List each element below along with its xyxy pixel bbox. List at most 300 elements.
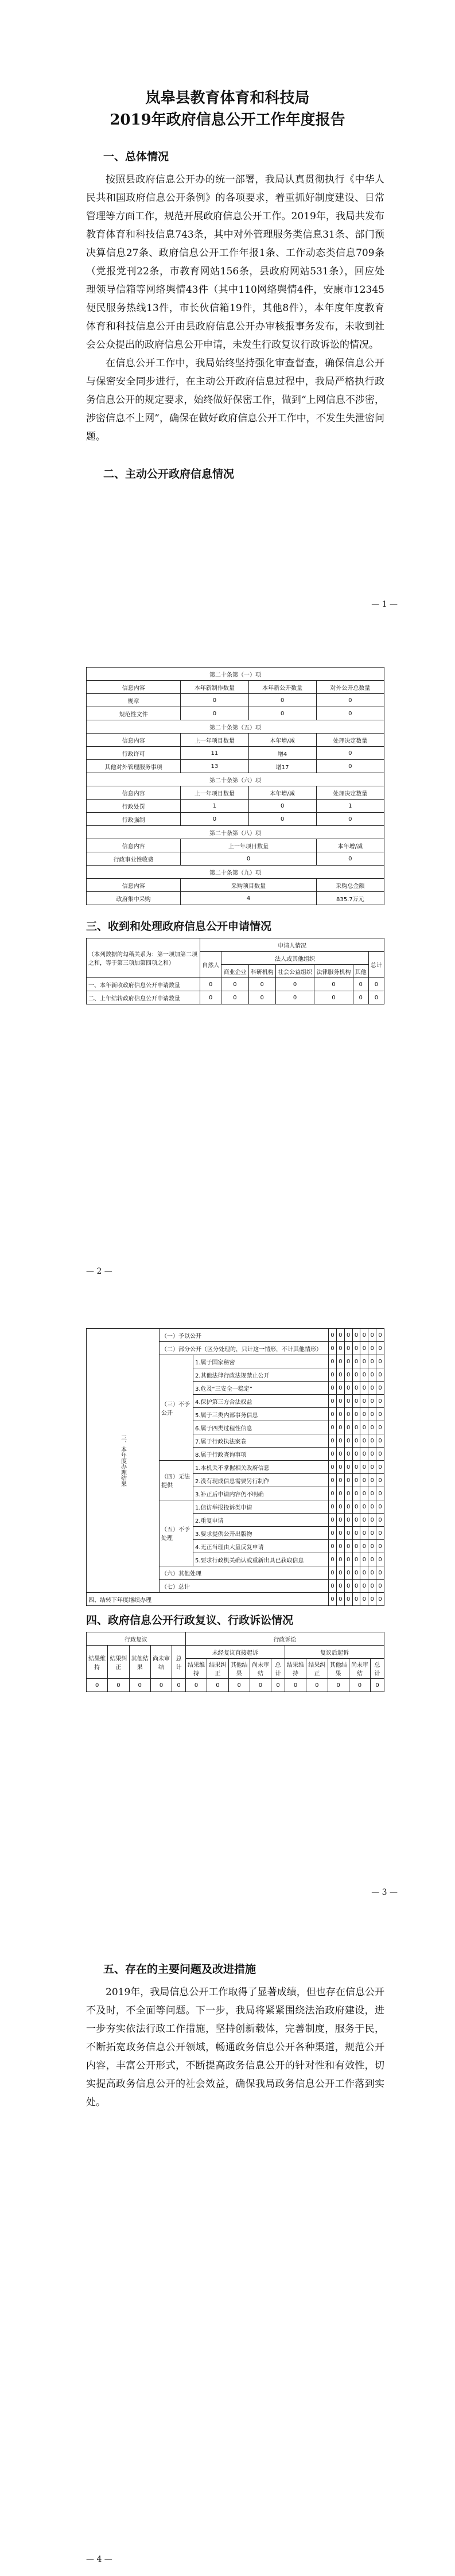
table-cell: 0	[368, 1368, 376, 1382]
table-cell: 0	[360, 1593, 368, 1606]
table-cell: 0	[376, 1382, 384, 1395]
table-cell: 0	[329, 1540, 337, 1553]
table-cell: 0	[376, 1329, 384, 1342]
row-label: 二、上年结转政府信息公开申请数量	[87, 991, 200, 1004]
table-cell: 0	[376, 1553, 384, 1566]
table-row	[87, 800, 384, 813]
table-cell: 0	[329, 1474, 337, 1487]
row-label: 2.其他法律行政法规禁止公开	[193, 1368, 329, 1382]
table-cell: 0	[360, 1461, 368, 1474]
row-label: 3.危及“三安全一稳定”	[193, 1382, 329, 1395]
table-cell: 0	[200, 991, 221, 1004]
table-cell: 0	[344, 1540, 352, 1553]
column-header: 本年新公开数量	[248, 681, 316, 694]
table-cell: 0	[285, 1679, 306, 1692]
page-number-3: — 3 —	[371, 1888, 398, 1897]
table-cell: 0	[353, 991, 368, 1004]
table-cell: 0	[360, 1474, 368, 1487]
table-cell: 0	[344, 1500, 352, 1514]
table-cell: 0	[352, 1580, 360, 1593]
table-cell: 0	[349, 1679, 370, 1692]
table-cell: 0	[376, 1500, 384, 1514]
outcome-group-label: （五）不予处理	[160, 1500, 193, 1566]
direct-suit-header: 未经复议直接起诉	[185, 1646, 285, 1659]
table-cell: 0	[344, 1395, 352, 1408]
table-cell: 0	[221, 991, 248, 1004]
column-header: 商业企业	[221, 965, 248, 978]
table-cell: 0	[360, 1355, 368, 1368]
section-3-heading: 三、收到和处理政府信息公开申请情况	[86, 920, 272, 933]
table-section-title: 第二十条第（六）项	[87, 773, 384, 786]
table-cell: 0	[368, 1474, 376, 1487]
table-cell: 0	[376, 1461, 384, 1474]
table-cell: 0	[371, 1679, 384, 1692]
table-cell: 0	[336, 1421, 344, 1434]
table-cell: 0	[336, 1593, 344, 1606]
table-section-title: 第二十条第（八）项	[87, 826, 384, 839]
table-cell: 0	[360, 1421, 368, 1434]
table-cell: 0	[352, 1566, 360, 1580]
table-cell: 0	[360, 1342, 368, 1355]
table-cell: 0	[329, 1382, 337, 1395]
column-header: 本年新制作数量	[181, 681, 248, 694]
legal-entity-header: 法人或其他组织	[221, 952, 368, 965]
table-cell: 行政强制	[87, 813, 181, 826]
table-cell: 0	[368, 978, 384, 991]
after-review-header: 复议后起诉	[285, 1646, 384, 1659]
table-cell: 0	[221, 978, 248, 991]
table-cell: 0	[306, 1679, 328, 1692]
table-cell: 0	[344, 1566, 352, 1580]
column-header: 其他结果	[228, 1659, 250, 1679]
column-header: 结果纠正	[306, 1659, 328, 1679]
proactive-disclosure-table	[86, 667, 384, 905]
column-header: 科研机构	[248, 965, 275, 978]
table-cell: 行政许可	[87, 747, 181, 760]
table-cell: 0	[344, 1487, 352, 1500]
table-cell: 0	[376, 1421, 384, 1434]
column-header: 本年增/减	[248, 734, 316, 747]
page-number-2: — 2 —	[86, 1267, 112, 1276]
table-cell: 0	[344, 1342, 352, 1355]
table-cell: 0	[336, 1527, 344, 1540]
table-cell: 0	[360, 1540, 368, 1553]
table-cell: 0	[368, 1395, 376, 1408]
column-header: 结果纠正	[207, 1659, 228, 1679]
row-label: 7.属于行政执法案卷	[193, 1434, 329, 1448]
table-cell: 4	[181, 892, 316, 905]
row-label: 2.没有现成信息需要另行制作	[193, 1474, 329, 1487]
table-cell: 0	[360, 1553, 368, 1566]
table-cell: 0	[344, 1368, 352, 1382]
table-cell: 0	[150, 1679, 172, 1692]
table-cell: 0	[329, 1421, 337, 1434]
table-row	[87, 892, 384, 905]
table-cell: 0	[368, 1527, 376, 1540]
table-cell: 0	[352, 1500, 360, 1514]
column-header: 上一年项目数量	[181, 839, 316, 852]
table-cell: 0	[376, 1527, 384, 1540]
table-row	[87, 1593, 384, 1606]
row-label: 1.本机关不掌握相关政府信息	[193, 1461, 329, 1474]
table-cell: 0	[368, 1342, 376, 1355]
table-cell: 0	[108, 1679, 129, 1692]
table-cell: 0	[316, 694, 384, 707]
doc-title	[0, 0, 455, 131]
table-cell: 0	[329, 1527, 337, 1540]
review-header: 行政复议	[87, 1632, 186, 1646]
table-cell: 0	[352, 1461, 360, 1474]
table-cell: 0	[336, 1329, 344, 1342]
column-header: 信息内容	[87, 681, 181, 694]
column-header: 结果维持	[87, 1646, 108, 1679]
main-header: （本列数据的勾稽关系为：第一项加第二项之和，等于第三项加第四项之和）	[87, 938, 200, 978]
row-label: 3.要求提供公开出版物	[193, 1527, 329, 1540]
table-cell: 0	[368, 1540, 376, 1553]
table-cell: 0	[172, 1679, 186, 1692]
table-cell: 规章	[87, 694, 181, 707]
table-row	[87, 694, 384, 707]
table-cell: 0	[352, 1593, 360, 1606]
table-cell: 0	[181, 707, 248, 720]
table-cell: 增17	[248, 760, 316, 773]
table-cell: 0	[248, 978, 275, 991]
table-cell: 0	[329, 1514, 337, 1527]
row-label: 一、本年新收政府信息公开申请数量	[87, 978, 200, 991]
table-cell: 0	[181, 813, 248, 826]
table-cell: 13	[181, 760, 248, 773]
natural-person-header: 自然人	[200, 952, 221, 978]
table-cell: 0	[316, 813, 384, 826]
table-cell: 0	[329, 1395, 337, 1408]
column-header: 处理决定数量	[316, 786, 384, 800]
section-5-paragraph: 2019年，我局信息公开工作取得了显著成绩，但也存在信息公开不及时，不全面等问题。下一步，我局将紧紧围绕法治政府建设，进一步夯实依法行政工作措施，坚持创新载体，完善制度，服务于民，不断拓宽政务信息公开领域，畅通政务信息公开各种渠道，规范公开内容，丰富公开形式，不断提高政务信息公开的针对性和有效性，切实提高政务信息公开的社会效益，确保我局政务信息公开工作落到实处。	[86, 1987, 384, 2108]
table-cell: 0	[352, 1395, 360, 1408]
table-cell: 0	[368, 1382, 376, 1395]
column-header: 结果维持	[285, 1659, 306, 1679]
table-cell: 0	[329, 1342, 337, 1355]
table-cell: 0	[316, 707, 384, 720]
section-1-heading: 一、总体情况	[103, 150, 169, 163]
table-cell: 0	[376, 1368, 384, 1382]
table-cell: 0	[360, 1408, 368, 1421]
table-cell: 0	[316, 852, 384, 866]
table-cell: 0	[360, 1448, 368, 1461]
table-cell: 0	[329, 1448, 337, 1461]
table-cell: 0	[352, 1355, 360, 1368]
table-cell: 0	[207, 1679, 228, 1692]
column-header: 信息内容	[87, 734, 181, 747]
row-label: 8.属于行政查询事项	[193, 1448, 329, 1461]
table-cell: 规范性文件	[87, 707, 181, 720]
column-header: 总计	[371, 1659, 384, 1679]
table-cell: 835.7万元	[316, 892, 384, 905]
table-cell: 0	[329, 1329, 337, 1342]
page-number-4: — 4 —	[86, 2555, 112, 2564]
row-label: 6.属于四类过程性信息	[193, 1421, 329, 1434]
table-cell: 0	[336, 1342, 344, 1355]
table-cell: 0	[248, 800, 316, 813]
table-row	[87, 760, 384, 773]
total-header: 总计	[368, 952, 384, 978]
table-cell: 0	[360, 1395, 368, 1408]
table-section-title: 第二十条第（九）项	[87, 866, 384, 879]
table-cell: 0	[352, 1514, 360, 1527]
table-cell: 0	[376, 1487, 384, 1500]
table-cell: 0	[368, 1329, 376, 1342]
outcome-group-label: （三）不予公开	[160, 1355, 193, 1461]
table-cell: 0	[248, 991, 275, 1004]
table-cell: 0	[336, 1487, 344, 1500]
table-cell: 其他对外管理服务事项	[87, 760, 181, 773]
table-cell: 0	[344, 1448, 352, 1461]
table-row	[87, 978, 384, 991]
table-cell: 0	[360, 1527, 368, 1540]
table-cell: 11	[181, 747, 248, 760]
table-cell: 0	[316, 747, 384, 760]
table-cell: 0	[336, 1500, 344, 1514]
table-cell: 0	[344, 1355, 352, 1368]
table-cell: 0	[228, 1679, 250, 1692]
column-header: 尚未审结	[250, 1659, 271, 1679]
table-cell: 0	[329, 1461, 337, 1474]
page-2	[0, 644, 455, 1288]
row-label: 1.属于国家秘密	[193, 1355, 329, 1368]
table-cell: 0	[344, 1474, 352, 1487]
table-section-title: 第二十条第（一）项	[87, 668, 384, 681]
table-cell: 0	[329, 1368, 337, 1382]
table-cell: 0	[329, 1500, 337, 1514]
table-cell: 0	[336, 1514, 344, 1527]
table-cell: 0	[344, 1329, 352, 1342]
table-cell: 0	[376, 1355, 384, 1368]
table-cell: 0	[368, 1355, 376, 1368]
column-header: 法律服务机构	[314, 965, 353, 978]
table-cell: 0	[360, 1434, 368, 1448]
outcome-group-label: （四）无法提供	[160, 1461, 193, 1500]
column-header: 其他结果	[328, 1659, 349, 1679]
table-cell: 0	[376, 1448, 384, 1461]
table-cell: 0	[329, 1408, 337, 1421]
table-cell: 0	[185, 1679, 207, 1692]
table-cell: 0	[336, 1566, 344, 1580]
row-label: （一）予以公开	[160, 1329, 329, 1342]
review-litigation-table	[86, 1632, 384, 1692]
table-cell: 政府集中采购	[87, 892, 181, 905]
table-cell: 0	[344, 1382, 352, 1395]
row-label: 2.重复申请	[193, 1514, 329, 1527]
table-cell: 0	[376, 1580, 384, 1593]
row-label: （二）部分公开（区分处理的，只计这一情形，不计其他情形）	[160, 1342, 329, 1355]
column-header: 处理决定数量	[316, 734, 384, 747]
table-cell: 0	[275, 978, 314, 991]
table-cell: 0	[329, 1553, 337, 1566]
column-header: 本年增/减	[316, 839, 384, 852]
table-cell: 0	[336, 1580, 344, 1593]
section-2-heading: 二、主动公开政府信息情况	[103, 468, 235, 480]
table-cell: 行政处罚	[87, 800, 181, 813]
table-cell: 0	[329, 1580, 337, 1593]
table-cell: 0	[352, 1487, 360, 1500]
applicant-header: 申请人情况	[200, 938, 384, 952]
table-cell: 0	[200, 978, 221, 991]
row-label: 5.要求行政机关确认或重新出具已获取信息	[193, 1553, 329, 1566]
table-cell: 0	[376, 1514, 384, 1527]
table-cell: 0	[360, 1368, 368, 1382]
table-cell: 0	[328, 1679, 349, 1692]
table-cell: 0	[336, 1553, 344, 1566]
table-cell: 0	[352, 1474, 360, 1487]
table-cell: 增4	[248, 747, 316, 760]
table-cell: 0	[368, 1461, 376, 1474]
table-cell: 0	[376, 1434, 384, 1448]
column-header: 结果维持	[185, 1659, 207, 1679]
table-cell: 0	[336, 1448, 344, 1461]
row-label: （六）其他处理	[160, 1566, 329, 1580]
table-cell: 0	[248, 707, 316, 720]
page-number-1: — 1 —	[371, 600, 398, 609]
table-cell: 0	[248, 813, 316, 826]
table-cell: 0	[271, 1679, 285, 1692]
table-cell: 0	[87, 1679, 108, 1692]
table-cell: 0	[344, 1434, 352, 1448]
table-cell: 0	[336, 1382, 344, 1395]
column-header: 尚未审结	[150, 1646, 172, 1679]
column-header: 社会公益组织	[275, 965, 314, 978]
table-cell: 0	[368, 1448, 376, 1461]
table-cell: 0	[352, 1553, 360, 1566]
table-cell: 0	[336, 1474, 344, 1487]
column-header: 尚未审结	[349, 1659, 370, 1679]
table-cell: 0	[336, 1368, 344, 1382]
table-cell: 0	[376, 1342, 384, 1355]
title-line-2: 2019年政府信息公开工作年度报告	[110, 111, 345, 129]
page-3	[0, 1288, 455, 1932]
row-label: 4.无正当理由大量反复申请	[193, 1540, 329, 1553]
table-cell: 0	[352, 1540, 360, 1553]
column-header: 信息内容	[87, 879, 181, 892]
row-label: （七）总计	[160, 1580, 329, 1593]
table-cell: 0	[344, 1514, 352, 1527]
table-cell: 0	[368, 1500, 376, 1514]
table-cell: 0	[336, 1540, 344, 1553]
table-cell: 0	[275, 991, 314, 1004]
table-cell: 1	[181, 800, 248, 813]
table-cell: 行政事业性收费	[87, 852, 181, 866]
row-label: 3.补正后申请内容仍不明确	[193, 1487, 329, 1500]
table-cell: 0	[181, 852, 316, 866]
table-cell: 0	[248, 694, 316, 707]
table-cell: 0	[376, 1408, 384, 1421]
table-cell: 0	[329, 1434, 337, 1448]
table-cell: 0	[329, 1593, 337, 1606]
litigation-header: 行政诉讼	[185, 1632, 384, 1646]
table-row	[87, 813, 384, 826]
table-cell: 0	[336, 1408, 344, 1421]
title-line-1: 岚皋县教育体育和科技局	[145, 90, 310, 107]
table-cell: 0	[316, 760, 384, 773]
column-header: 其他结果	[129, 1646, 150, 1679]
table-cell: 0	[344, 1527, 352, 1540]
table-row	[87, 747, 384, 760]
table-cell: 0	[250, 1679, 271, 1692]
page-4	[0, 1932, 455, 2576]
table-cell: 0	[352, 1421, 360, 1434]
row-label: 5.属于三类内部事务信息	[193, 1408, 329, 1421]
page-1	[0, 0, 455, 644]
application-table-part1	[86, 938, 384, 1004]
table-cell: 0	[368, 1421, 376, 1434]
table-cell: 0	[368, 1593, 376, 1606]
table-cell: 0	[352, 1434, 360, 1448]
table-cell: 0	[352, 1329, 360, 1342]
table-cell: 0	[352, 1368, 360, 1382]
table-cell: 0	[368, 1434, 376, 1448]
table-cell: 0	[352, 1527, 360, 1540]
table-cell: 1	[316, 800, 384, 813]
table-cell: 0	[368, 1553, 376, 1566]
table-cell: 0	[368, 991, 384, 1004]
column-header: 采购总金额	[316, 879, 384, 892]
table-cell: 0	[360, 1329, 368, 1342]
table-cell: 0	[344, 1408, 352, 1421]
table-cell: 0	[329, 1355, 337, 1368]
table-cell: 0	[129, 1679, 150, 1692]
column-header: 本年增/减	[248, 786, 316, 800]
section-1-paragraph-1: 按照县政府信息公开办的统一部署，我局认真贯彻执行《中华人民共和国政府信息公开条例》的各项要求，着重抓好制度建设、日常管理等方面工作，规范开展政府信息公开工作。2019年，我局共发布教育体育和科技信息743条，其中对外管理服务类信息31条、部门预决算信息27条、政府信息公开工作年报1条、工作动态类信息709条（党报党刊22条，市教育网站156条，县政府网站531条），回应处理领导信箱等网络舆情43件（其中110网络舆情4件，安康市12345便民服务热线13件，市长伙信箱19件，其他8件），本年度年度教育体育和科技信息公开由县政府信息公开办审核报事务发布，未收到社会公众提出的政府信息公开申请，未发生行政复议行政诉讼的情况。	[86, 174, 384, 351]
column-header: 上一年项目数量	[181, 734, 248, 747]
table-cell: 0	[336, 1434, 344, 1448]
table-cell: 0	[329, 1566, 337, 1580]
column-header: 对外公开总数量	[316, 681, 384, 694]
table-cell: 0	[329, 1487, 337, 1500]
table-row	[87, 852, 384, 866]
table-cell: 0	[314, 978, 353, 991]
application-table-part2	[86, 1328, 384, 1606]
table-cell: 0	[344, 1421, 352, 1434]
table-cell: 0	[352, 1448, 360, 1461]
table-cell: 0	[353, 978, 368, 991]
table-cell: 0	[314, 991, 353, 1004]
table-cell: 0	[360, 1487, 368, 1500]
table-section-title: 第二十条第（五）项	[87, 720, 384, 734]
table-cell: 0	[344, 1553, 352, 1566]
table-row	[87, 1679, 384, 1692]
column-header: 其他	[353, 965, 368, 978]
column-header: 信息内容	[87, 839, 181, 852]
table-cell: 0	[352, 1382, 360, 1395]
column-header: 采购项目数量	[181, 879, 316, 892]
table-row	[87, 991, 384, 1004]
table-cell: 0	[368, 1487, 376, 1500]
table-cell: 0	[336, 1355, 344, 1368]
table-cell: 0	[376, 1395, 384, 1408]
column-header: 结果纠正	[108, 1646, 129, 1679]
row-label: 4.保护第三方合法权益	[193, 1395, 329, 1408]
table-cell: 0	[352, 1342, 360, 1355]
row-label: 1.信访举报投诉类申请	[193, 1500, 329, 1514]
table-cell: 0	[352, 1408, 360, 1421]
table-row	[87, 707, 384, 720]
table-cell: 0	[336, 1461, 344, 1474]
section-4-heading: 四、政府信息公开行政复议、行政诉讼情况	[86, 1614, 294, 1627]
outcome-category-label: 三、本年度办理结果	[87, 1329, 160, 1593]
table-cell: 0	[181, 694, 248, 707]
table-cell: 0	[336, 1395, 344, 1408]
table-row	[87, 1329, 384, 1342]
table-cell: 0	[360, 1382, 368, 1395]
table-cell: 0	[368, 1580, 376, 1593]
